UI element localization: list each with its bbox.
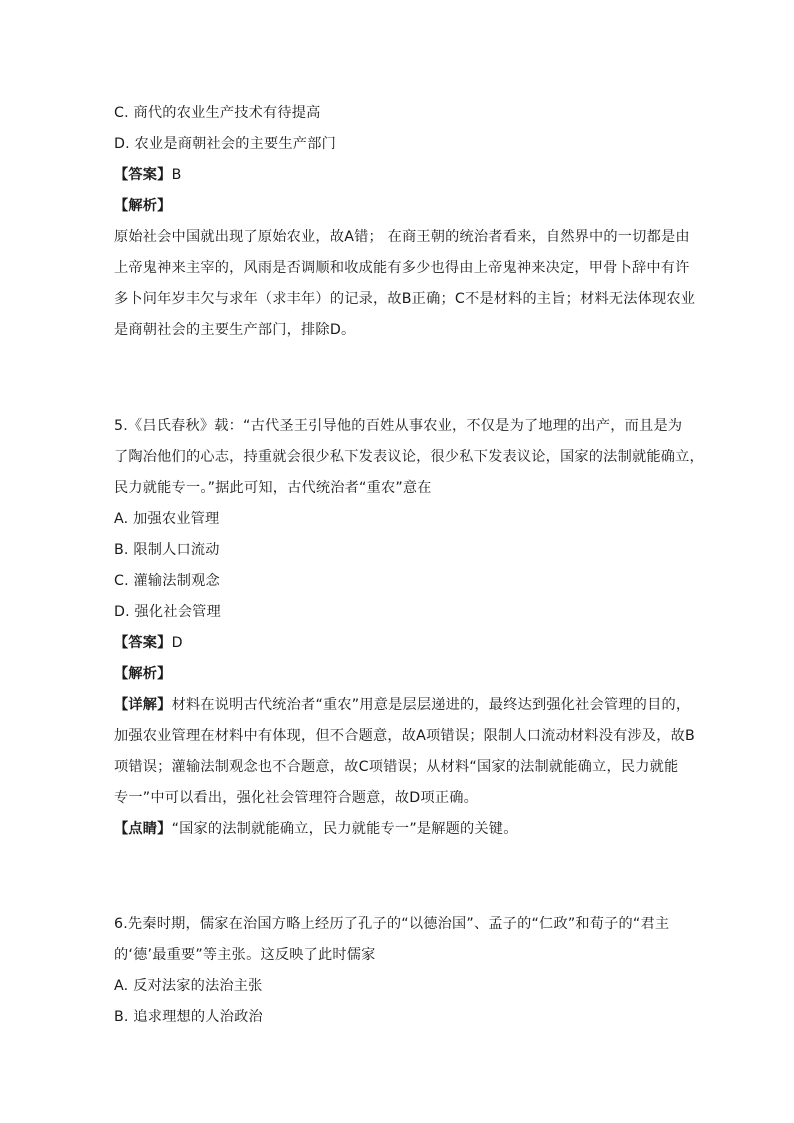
q5-option-d: D. 强化社会管理 xyxy=(114,604,221,620)
answer-label: 【答案】 xyxy=(114,635,172,651)
q5-option-b: B. 限制人口流动 xyxy=(114,542,220,558)
q5-option-a: A. 加强农业管理 xyxy=(114,511,220,527)
q5-tip xyxy=(114,819,518,839)
detail-label: 【详解】 xyxy=(114,697,172,713)
q4-analysis-line: 上帝鬼神来主宰的，风雨是否调顺和收成能有多少也得由上帝鬼神来决定，甲骨卜辞中有许 xyxy=(114,260,690,276)
answer-label: 【答案】 xyxy=(114,167,172,183)
q5-analysis-label: 【解析】 xyxy=(114,666,172,682)
q4-answer xyxy=(114,165,182,185)
tip-text: “国家的法制就能确立，民力就能专一”是解题的关键。 xyxy=(171,821,518,837)
q5-detail-line: 专一”中可以看出，强化社会管理符合题意，故D项正确。 xyxy=(114,790,478,806)
q5-answer xyxy=(114,633,183,653)
q4-option-c: C. 商代的农业生产技术有待提高 xyxy=(114,105,321,121)
detail-text: 材料在说明古代统治者“重农”用意是层层递进的，最终达到强化社会管理的目的， xyxy=(171,697,691,713)
q6-stem-line: 6.先秦时期，儒家在治国方略上经历了孔子的“以德治国”、孟子的“仁政”和荀子的“君主 xyxy=(114,916,670,932)
q6-option-b: B. 追求理想的人治政治 xyxy=(114,1009,263,1025)
q5-detail-line: 加强农业管理在材料中有体现，但不合题意，故A项错误；限制人口流动材料没有涉及，故B xyxy=(114,728,695,744)
q4-analysis-line: 多卜问年岁丰欠与求年（求丰年）的记录，故B正确；C不是材料的主旨；材料无法体现农业 xyxy=(114,291,696,307)
tip-label: 【点睛】 xyxy=(114,821,172,837)
answer-value: B xyxy=(171,167,182,183)
q6-stem-line: 的‘德’最重要”等主张。这反映了此时儒家 xyxy=(114,947,376,963)
q5-detail-line: 项错误；灌输法制观念也不合题意，故C项错误；从材料“国家的法制就能确立，民力就能 xyxy=(114,759,679,775)
q4-analysis-label: 【解析】 xyxy=(114,198,172,214)
q4-option-d: D. 农业是商朝社会的主要生产部门 xyxy=(114,136,336,152)
q5-option-c: C. 灌输法制观念 xyxy=(114,573,220,589)
q6-option-a: A. 反对法家的法治主张 xyxy=(114,978,263,994)
q5-stem-line: 了陶冶他们的心志，持重就会很少私下发表议论，很少私下发表议论，国家的法制就能确立， xyxy=(114,449,704,465)
q4-analysis-line: 是商朝社会的主要生产部门，排除D。 xyxy=(114,322,356,338)
q5-stem-line: 民力就能专一。”据此可知，古代统治者“重农”意在 xyxy=(114,480,432,496)
answer-value: D xyxy=(171,635,183,651)
q5-detail-line xyxy=(114,695,690,715)
q4-analysis-line: 原始社会中国就出现了原始农业，故A错； 在商王朝的统治者看来，自然界中的一切都是由 xyxy=(114,229,690,245)
q5-stem-line: 5.《吕氏春秋》载：“古代圣王引导他的百姓从事农业，不仅是为了地理的出产，而且是为 xyxy=(114,418,683,434)
